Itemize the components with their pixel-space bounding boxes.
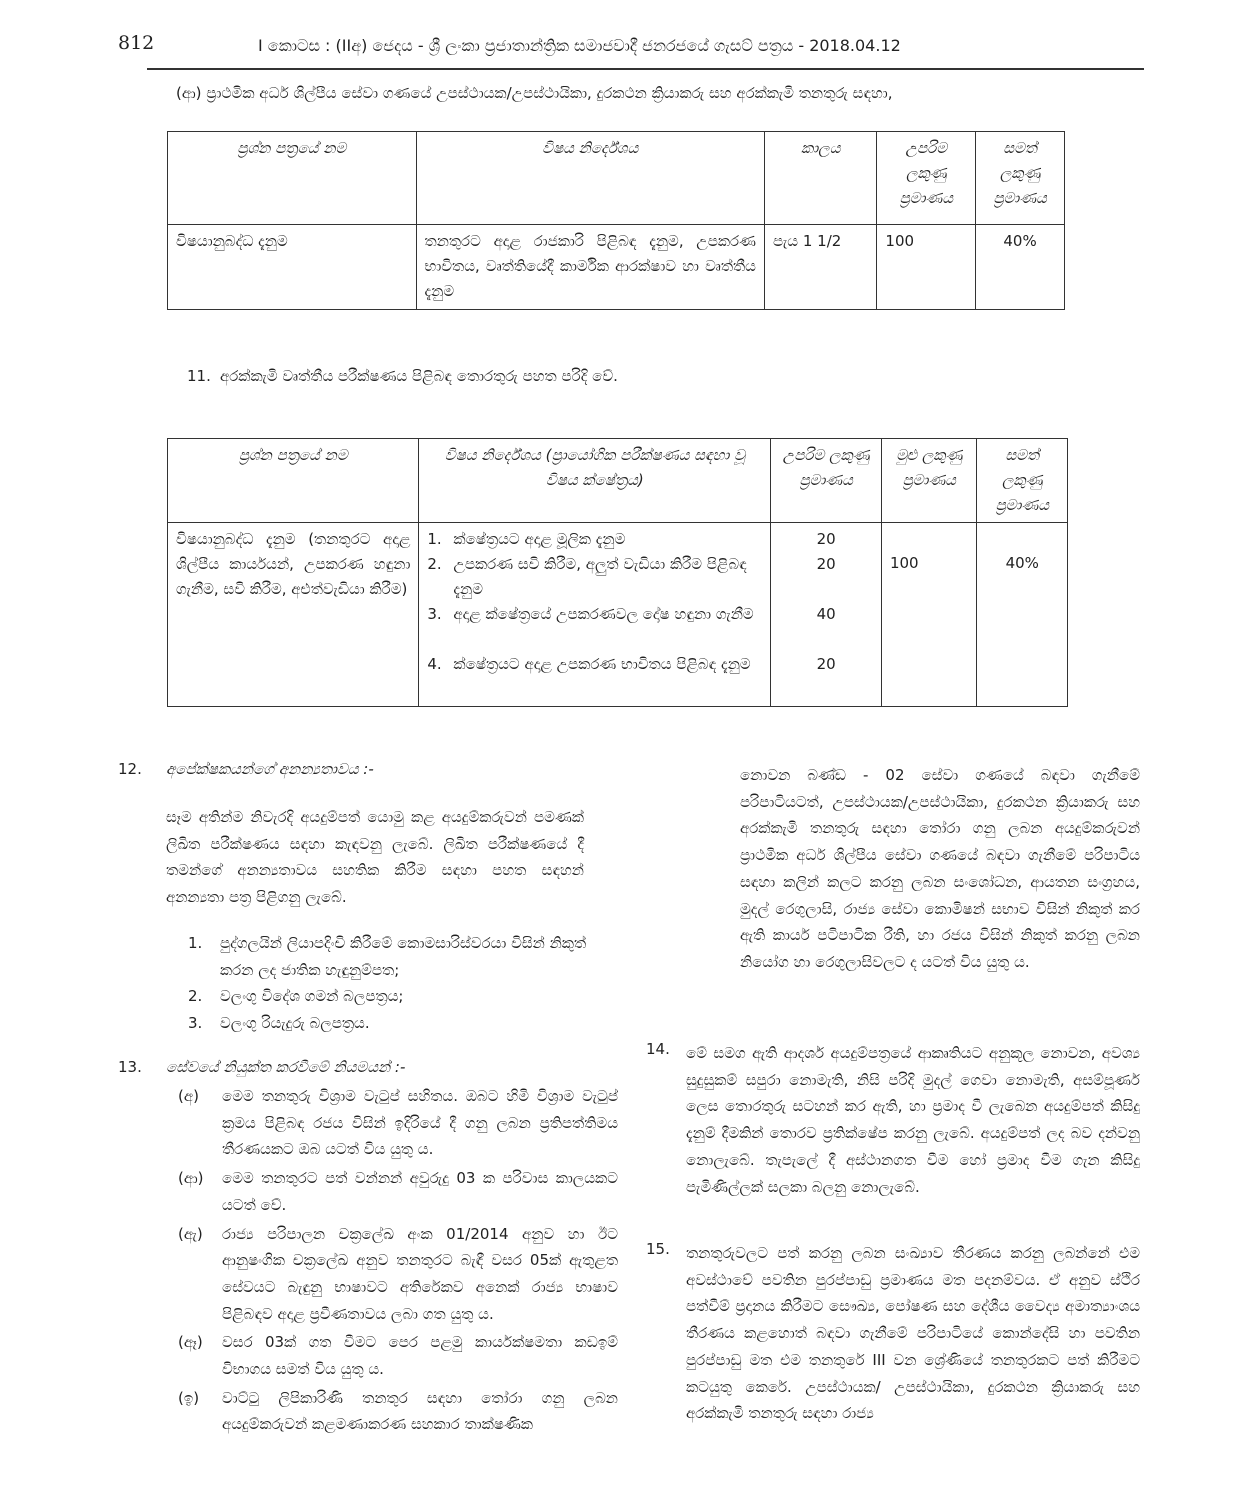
section-13-continued: නොවන බණ්ඩ - 02 සේවා ගණයේ බඳවා ගැනීමේ පරිපාටියටත්, උපස්ථායක/උපස්ථායිකා, දුරකථන ක්‍රියාකරු සහ අරක්කැමි තනතුරු සඳහා තෝරා ගනු ලබන අයදුම්කරුවන් ප්‍රාථමික අර්ධ ශිල්පීය සේවා ගණයේ බඳවා ගැනීමේ පරිපාටිය සඳහා කලින් කලට කරනු ලබන සංශෝධන, ආයතන සංග්‍රහය, මුදල් රෙගුලාසි, රාජ්‍ය සේවා කොමිෂන් සභාව විසින් නිකුත් කර ඇති කාර්ය පටිපාටික රීති, හා රජය විසින් නිකුත් කරනු ලබන නියෝග හා රෙගුලාසිවලට ද යටත් විය යුතු ය.: [740, 766, 1140, 971]
section-13-heading: සේවයේ නියුක්ත කරවීමේ නියමයන් :-: [166, 1058, 406, 1076]
list-item: (ඉ) වාට්ටු ලිපිකාරිණි තනතුර සඳහා තෝරා ගනු ලබන අයදුම්කරුවන් කළමණාකරණ සහකාර තාක්ෂණික: [178, 1388, 618, 1434]
col-header-pass-marks: සමත් ලකුණු ප්‍රමාණය: [976, 132, 1065, 225]
section-15-number: 15.: [646, 1240, 670, 1258]
list-item: 1. පුද්ගලයින් ලියාපදිංචි කිරීමේ කොමසාරිස්වරයා විසින් නිකුත් කරන ලද ජාතික හැඳුනුම්පත;: [188, 934, 587, 979]
section-14-number: 14.: [646, 1040, 670, 1058]
syllabus-items-cell: [419, 523, 771, 707]
col-header-max-marks: උපරිම ලකුණු ප්‍රමාණය: [877, 132, 976, 225]
syllabus-item: 1. ක්ෂේත්‍රයට අදාළ මූලික දැනුම: [427, 530, 626, 548]
section-12-number: 12.: [118, 760, 142, 778]
item-marks: 20: [816, 555, 836, 573]
table-row: [168, 225, 1065, 310]
duration-cell: පැය 1 1/2: [764, 225, 876, 310]
max-marks-cell: 100: [877, 225, 976, 310]
list-item: (ඇ) රාජ්‍ය පරිපාලන චක්‍රලේඛ අංක 01/2014 අනුව හා ඊට ආනුෂංගික චක්‍රලේඛ අනුව තනතුරට බැඳී වසර 05ක් ඇතුළත සේවයට බැඳුනු භාෂාවට අතිරේකව අනෙක් රාජ්‍ය භාෂාව පිළිබඳව අදාළ ප්‍රවීණතාවය ලබා ගත යුතු ය.: [178, 1224, 618, 1323]
col-header-paper-name: ප්‍රශ්න පත්‍රයේ නම: [168, 132, 417, 225]
exam-table-2: [167, 438, 1068, 707]
col-header-pass-marks: සමත් ලකුණු ප්‍රමාණය: [977, 439, 1068, 523]
intro-line: (ආ) ප්‍රාථමික අර්ධ ශිල්පීය සේවා ගණයේ උපස්ථායක/උපස්ථායිකා, දුරකථන ක්‍රියාකරු සහ අරක්කැමි තනතුරු සඳහා,: [176, 84, 893, 102]
list-item: (අ) මෙම තනතුරු විශ්‍රාම වැටුප් සහිතය. ඔබට හිමි විශ්‍රාම වැටුප් ක්‍රමය පිළිබඳ රජය විසින් ඉදිරියේ දී ගනු ලබන ප්‍රතිපත්තිමය තීරණයකට ඔබ යටත් විය යුතු ය.: [178, 1087, 618, 1159]
item-marks-cell: [771, 523, 882, 707]
syllabus-cell: තනතුරට අදාළ රාජකාරි පිළිබඳ දැනුම, උපකරණ භාවිතය, වෘත්තියේදී කාර්මික ආරක්ෂාව හා වෘත්තීය දැනුම: [416, 225, 764, 310]
col-header-syllabus: විෂය නිර්දේශය: [416, 132, 764, 225]
paper-name-cell: විෂයානුබද්ධ දැනුම (තනතුරට අදාළ ශිල්පීය කාර්යයන්, උපකරණ හඳුනා ගැනීම, සවි කිරීම, අළුත්වැඩියා කිරීම): [168, 523, 419, 707]
page-number: 812: [118, 32, 155, 54]
conditions-list: [178, 1083, 618, 1438]
item-marks: 20: [816, 655, 836, 673]
col-header-paper-name: ප්‍රශ්න පත්‍රයේ නම: [168, 439, 419, 523]
col-header-duration: කාලය: [764, 132, 876, 225]
section-11-text: අරක්කැමි වෘත්තීය පරීක්ෂණය පිළිබඳ තොරතුරු පහත පරිදි වේ.: [220, 367, 618, 385]
item-marks: 20: [816, 530, 836, 548]
paper-name-cell: විෂයානුබද්ධ දැනුම: [168, 225, 417, 310]
col-header-total-marks: මුළු ලකුණු ප්‍රමාණය: [881, 439, 977, 523]
section-14-text: මේ සමග ඇති ආදර්ශ අයදුම්පත්‍රයේ ආකෘතියට අනුකූල නොවන, අවශ්‍ය සුදුසුකම් සපුරා නොමැති, නිසි පරිදි මුදල් ගෙවා නොමැති, අසම්පූර්ණ ලෙස තොරතුරු සටහන් කර ඇති, හා ප්‍රමාද වී ලැබෙන අයදුම්පත් කිසිදු දැනුම් දීමකින් තොරව ප්‍රතික්ෂේප කරනු ලැබේ. අයදුම්පත් ලද බව දන්වනු නොලැබේ. තැපැලේ දී අස්ථානගත වීම හෝ ප්‍රමාද වීම ගැන කිසිදු පැමිණිල්ලක් සලකා බලනු නොලැබේ.: [686, 1044, 1140, 1196]
id-document-list: [188, 930, 588, 1037]
table-header-row: [168, 439, 1068, 523]
pass-marks-cell: 40%: [977, 523, 1068, 707]
item-marks: 40: [816, 605, 836, 623]
syllabus-item: 2. උපකරණ සවි කිරීම, අලුත් වැඩියා කිරීම පිළිබඳ දැනුම: [427, 555, 747, 598]
table-row: [168, 523, 1068, 707]
header-rule: [147, 68, 1144, 70]
exam-table-1: [167, 131, 1065, 310]
list-item: 3. වලංගු රියැදුරු බලපත්‍රය.: [188, 1014, 370, 1033]
total-marks-cell: 100: [881, 523, 977, 707]
syllabus-item: 4. ක්ෂේත්‍රයට අදාළ උපකරණ භාවිතය පිළිබඳ දැනුම: [427, 655, 751, 673]
section-13-number: 13.: [118, 1058, 142, 1076]
section-15-text: තනතුරුවලට පත් කරනු ලබන සංඛ්‍යාව තීරණය කරනු ලබන්නේ එම අවස්ථාවේ පවතින පුරප්පාඩු ප්‍රමාණය මත පදනම්වය. ඒ අනුව ස්ථිර පත්වීම් ප්‍රදානය කිරීමට සෞඛ්‍ය, පෝෂණ සහ දේශීය වෛද්‍ය අමාත්‍යාංශය තීරණය කළහොත් බඳවා ගැනීමේ පරිපාටියේ කොන්දේසි හා පවතින පුරප්පාඩු මත එම තනතුරේ III වන ශ්‍රේණියේ තනතුරකට පත් කිරීමට කටයුතු කෙරේ. උපස්ථායක/ උපස්ථායිකා, දුරකථන ක්‍රියාකරු සහ අරක්කැමි තනතුරු සඳහා රාජ්‍ය: [686, 1244, 1140, 1423]
col-header-max-marks: උපරිම ලකුණු ප්‍රමාණය: [771, 439, 882, 523]
pass-marks-cell: 40%: [976, 225, 1065, 310]
section-11-number: 11.: [187, 367, 211, 385]
section-12-heading: අපේක්ෂකයන්ගේ අනන්‍යතාවය :-: [166, 760, 374, 778]
running-title: I කොටස : (IIඅ) ජෙදය - ශ්‍රී ලංකා ප්‍රජාතාන්ත්‍රික සමාජවාදී ජනරජයේ ගැසට් පත්‍රය - 2018.04.12: [258, 36, 901, 55]
syllabus-item: 3. අදාළ ක්ෂේත්‍රයේ උපකරණවල දෝෂ හඳුනා ගැනීම: [427, 605, 754, 623]
table-header-row: [168, 132, 1065, 225]
section-12-text: සෑම අතින්ම නිවැරදි අයදුම්පත් යොමු කළ අයදුම්කරුවන් පමණක් ලිඛිත පරීක්ෂණය සඳහා කැඳවනු ලැබේ. ලිඛිත පරීක්ෂණයේ දී තමන්ගේ අනන්‍යතාවය සහතික කිරීම සඳහා පහත සඳහන් අනන්‍යතා පත්‍ර පිළිගනු ලැබේ.: [166, 808, 584, 907]
list-item: (ඈ) වසර 03ක් ගත වීමට පෙර පළමු කාර්යක්ෂමතා කඩඉම් විභාගය සමත් විය යුතු ය.: [178, 1333, 618, 1379]
list-item: 2. වලංගු විදේශ ගමන් බලපත්‍රය;: [188, 987, 404, 1006]
col-header-syllabus: විෂය නිර්දේශය (ප්‍රායෝගික පරීක්ෂණය සඳහා වූ විෂය ක්ෂේත්‍රය): [419, 439, 771, 523]
list-item: (ආ) මෙම තනතුරට පත් වන්නන් අවුරුදු 03 ක පරිවාස කාලයකට යටත් වේ.: [178, 1169, 618, 1214]
